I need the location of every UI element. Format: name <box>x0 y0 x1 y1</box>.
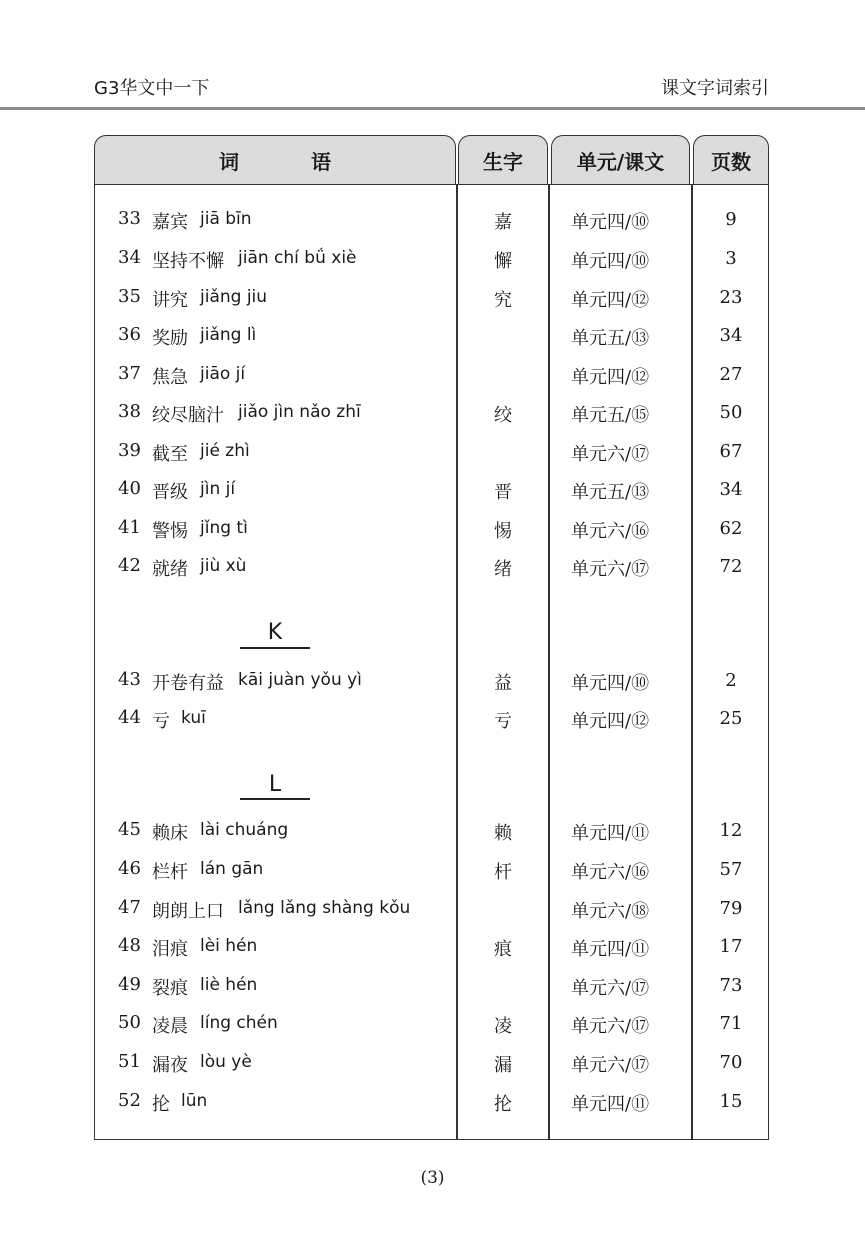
table-row <box>0 509 865 547</box>
column-header-word: 词 语 <box>94 135 456 185</box>
entry-pinyin: jiǎng jiu <box>200 287 268 307</box>
entry-page: 72 <box>719 556 743 577</box>
entry-unit-lesson: 单元六/⑰ <box>571 978 650 999</box>
entry-page: 34 <box>719 479 743 500</box>
entry-unit-lesson: 单元六/⑰ <box>571 1016 650 1037</box>
entry-number: 42 <box>118 555 141 576</box>
entry-number: 38 <box>118 401 141 422</box>
entry-page: 27 <box>719 364 743 385</box>
entry-word: 抡 <box>152 1094 170 1115</box>
column-header-page: 页数 <box>693 135 769 185</box>
entry-pinyin: jiā bīn <box>200 209 252 229</box>
entry-page: 70 <box>719 1052 743 1073</box>
entry-word: 泪痕 <box>152 939 188 960</box>
entry-number: 40 <box>118 478 141 499</box>
entry-word: 裂痕 <box>152 978 188 999</box>
entry-word: 嘉宾 <box>152 212 188 233</box>
entry-unit-lesson: 单元六/⑯ <box>571 862 650 883</box>
entry-unit-lesson: 单元四/⑩ <box>571 212 650 233</box>
entry-page: 17 <box>719 936 743 957</box>
entry-number: 33 <box>118 208 141 229</box>
entry-number: 44 <box>118 707 141 728</box>
entry-pinyin: jìn jí <box>200 479 236 499</box>
entry-page: 67 <box>719 441 743 462</box>
entry-unit-lesson: 单元五/⑬ <box>571 328 650 349</box>
entry-word: 就绪 <box>152 559 188 580</box>
section-letter-k: K <box>267 620 283 645</box>
entry-page: 57 <box>719 859 743 880</box>
entry-word: 讲究 <box>152 290 188 311</box>
entry-pinyin: lòu yè <box>200 1052 252 1072</box>
section-letter-l: L <box>268 772 282 797</box>
header-rule <box>0 107 865 110</box>
entry-word: 奖励 <box>152 328 188 349</box>
entry-word: 开卷有益 <box>152 673 224 694</box>
table-row <box>0 699 865 737</box>
table-row <box>0 1082 865 1120</box>
entry-number: 37 <box>118 363 141 384</box>
table-row <box>0 239 865 277</box>
entry-new-char: 漏 <box>494 1055 512 1076</box>
entry-new-char: 抡 <box>494 1094 512 1115</box>
table-row <box>0 278 865 316</box>
table-row <box>0 432 865 470</box>
entry-page: 2 <box>725 670 737 691</box>
entry-unit-lesson: 单元四/⑫ <box>571 290 650 311</box>
entry-page: 73 <box>719 975 743 996</box>
entry-number: 34 <box>118 247 141 268</box>
entry-number: 47 <box>118 897 141 918</box>
entry-word: 漏夜 <box>152 1055 188 1076</box>
column-header-char: 生字 <box>458 135 548 185</box>
entry-number: 35 <box>118 286 141 307</box>
entry-pinyin: kāi juàn yǒu yì <box>238 670 362 690</box>
entry-word: 截至 <box>152 444 188 465</box>
table-row <box>0 547 865 585</box>
entry-number: 50 <box>118 1012 141 1033</box>
entry-unit-lesson: 单元五/⑬ <box>571 482 650 503</box>
entry-pinyin: jǐng tì <box>200 518 248 538</box>
entry-page: 9 <box>725 209 737 230</box>
entry-page: 34 <box>719 325 743 346</box>
entry-new-char: 亏 <box>494 711 512 732</box>
entry-pinyin: lài chuáng <box>200 820 289 840</box>
page-number: (3) <box>420 1168 445 1188</box>
entry-page: 12 <box>719 820 743 841</box>
entry-new-char: 赖 <box>494 823 512 844</box>
table-row <box>0 316 865 354</box>
entry-page: 71 <box>719 1013 743 1034</box>
section-rule <box>240 647 310 649</box>
entry-unit-lesson: 单元四/⑪ <box>571 1094 650 1115</box>
entry-new-char: 究 <box>494 290 512 311</box>
entry-new-char: 懈 <box>494 251 512 272</box>
entry-page: 50 <box>719 402 743 423</box>
entry-new-char: 痕 <box>494 939 512 960</box>
entry-number: 48 <box>118 935 141 956</box>
entry-new-char: 惕 <box>494 521 512 542</box>
entry-pinyin: lūn <box>181 1091 208 1111</box>
entry-pinyin: jié zhì <box>200 441 250 461</box>
entry-pinyin: liè hén <box>200 975 258 995</box>
entry-pinyin: lán gān <box>200 859 264 879</box>
table-row <box>0 966 865 1004</box>
entry-unit-lesson: 单元五/⑮ <box>571 405 650 426</box>
entry-unit-lesson: 单元四/⑪ <box>571 939 650 960</box>
entry-new-char: 益 <box>494 673 512 694</box>
entry-word: 绞尽脑汁 <box>152 405 224 426</box>
entry-new-char: 绪 <box>494 559 512 580</box>
table-row <box>0 889 865 927</box>
book-title: G3华文中一下 <box>94 78 210 99</box>
entry-page: 25 <box>719 708 743 729</box>
entry-number: 51 <box>118 1051 141 1072</box>
entry-pinyin: lèi hén <box>200 936 258 956</box>
entry-word: 凌晨 <box>152 1016 188 1037</box>
entry-pinyin: lǎng lǎng shàng kǒu <box>238 898 411 918</box>
entry-word: 亏 <box>152 711 170 732</box>
entry-word: 晋级 <box>152 482 188 503</box>
entry-number: 43 <box>118 669 141 690</box>
table-row <box>0 470 865 508</box>
entry-unit-lesson: 单元六/⑯ <box>571 521 650 542</box>
section-rule <box>240 798 310 800</box>
table-row <box>0 927 865 965</box>
entry-unit-lesson: 单元四/⑫ <box>571 711 650 732</box>
table-row <box>0 355 865 393</box>
entry-new-char: 杆 <box>494 862 512 883</box>
entry-number: 36 <box>118 324 141 345</box>
entry-unit-lesson: 单元四/⑫ <box>571 367 650 388</box>
entry-new-char: 嘉 <box>494 212 512 233</box>
entry-pinyin: jiān chí bǘ xiè <box>238 248 357 268</box>
entry-unit-lesson: 单元六/⑰ <box>571 444 650 465</box>
entry-word: 赖床 <box>152 823 188 844</box>
entry-page: 62 <box>719 518 743 539</box>
table-row <box>0 1043 865 1081</box>
entry-page: 23 <box>719 287 743 308</box>
table-row <box>0 393 865 431</box>
table-row <box>0 200 865 238</box>
entry-word: 焦急 <box>152 367 188 388</box>
entry-new-char: 晋 <box>494 482 512 503</box>
entry-unit-lesson: 单元四/⑩ <box>571 251 650 272</box>
table-row <box>0 661 865 699</box>
entry-pinyin: líng chén <box>200 1013 278 1033</box>
entry-number: 45 <box>118 819 141 840</box>
entry-number: 39 <box>118 440 141 461</box>
entry-page: 3 <box>725 248 737 269</box>
entry-word: 朗朗上口 <box>152 901 224 922</box>
section-title: 课文字词索引 <box>661 78 769 99</box>
entry-number: 46 <box>118 858 141 879</box>
table-row <box>0 1004 865 1042</box>
table-row <box>0 811 865 849</box>
entry-pinyin: jiǎo jìn nǎo zhī <box>238 402 361 422</box>
entry-pinyin: jiāo jí <box>200 364 246 384</box>
column-header-unit: 单元/课文 <box>551 135 690 185</box>
entry-page: 15 <box>719 1091 743 1112</box>
entry-unit-lesson: 单元四/⑩ <box>571 673 650 694</box>
entry-number: 41 <box>118 517 141 538</box>
entry-page: 79 <box>719 898 743 919</box>
entry-pinyin: jiù xù <box>200 556 247 576</box>
entry-pinyin: kuī <box>181 708 206 728</box>
entry-new-char: 绞 <box>494 405 512 426</box>
entry-number: 49 <box>118 974 141 995</box>
entry-pinyin: jiǎng lì <box>200 325 257 345</box>
entry-word: 警惕 <box>152 521 188 542</box>
table-row <box>0 850 865 888</box>
entry-unit-lesson: 单元四/⑪ <box>571 823 650 844</box>
entry-unit-lesson: 单元六/⑰ <box>571 1055 650 1076</box>
entry-word: 坚持不懈 <box>152 251 224 272</box>
entry-unit-lesson: 单元六/⑱ <box>571 901 650 922</box>
running-header <box>0 0 865 112</box>
entry-word: 栏杆 <box>152 862 188 883</box>
entry-number: 52 <box>118 1090 141 1111</box>
entry-new-char: 凌 <box>494 1016 512 1037</box>
entry-unit-lesson: 单元六/⑰ <box>571 559 650 580</box>
